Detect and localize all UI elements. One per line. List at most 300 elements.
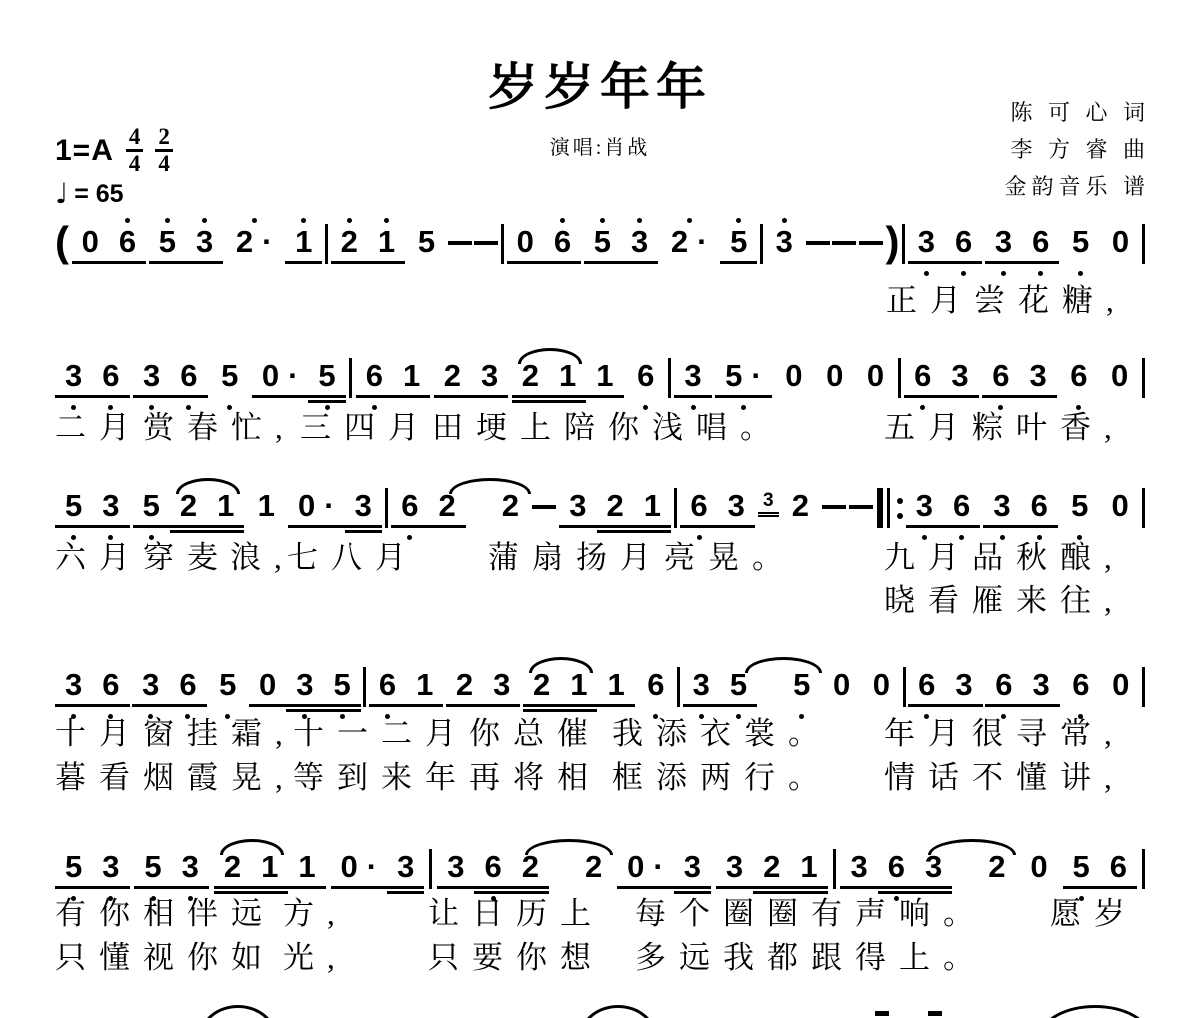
note-digit: 0 · [340, 849, 378, 884]
note-digit: 2 [438, 488, 456, 523]
beam-line [133, 395, 170, 398]
note-6 [878, 841, 915, 903]
octave-dot-below-slot [387, 894, 424, 903]
note-3 [906, 480, 943, 542]
beam-line [471, 395, 508, 398]
beam-line [982, 395, 1019, 398]
beam-line [149, 261, 186, 264]
note-digit: 0 [81, 224, 99, 259]
beam-line [249, 704, 286, 707]
lyrics-phrase: 七八月 [287, 540, 419, 575]
octave-dot-below-slot [1102, 269, 1139, 278]
beam-group [559, 480, 671, 542]
note-digit: 0 [785, 358, 803, 393]
note-5 [323, 659, 360, 721]
beam-line [252, 395, 309, 398]
augmentation-dot: · [262, 224, 273, 259]
note-5 [715, 350, 772, 412]
octave-dot-above-slot [226, 216, 283, 225]
beam-group [985, 216, 1060, 278]
music-line-1 [55, 216, 1145, 278]
beam-group [214, 841, 326, 903]
beam-line [288, 886, 325, 889]
note-digit: 5 [1071, 488, 1089, 523]
note-3 [55, 659, 92, 721]
note-digit: 3 [692, 667, 710, 702]
beam-line [406, 704, 443, 707]
note-digit: 5 [730, 224, 748, 259]
note-digit: 3 [684, 358, 702, 393]
note-digit: 5 [1072, 849, 1090, 884]
beam-line [718, 525, 755, 528]
beam-line [55, 886, 92, 889]
duration-dash [849, 505, 873, 509]
note-6 [544, 216, 581, 278]
beam-group [446, 659, 521, 721]
cutoff-slur-arc [1040, 1005, 1150, 1018]
note-digit: 3 [181, 849, 199, 884]
note-digit: 3 [296, 667, 314, 702]
duration-dash [474, 241, 498, 245]
note-2 [446, 659, 483, 721]
beam-line [758, 512, 779, 514]
repeat-thin-bar [887, 488, 890, 528]
beam-line [627, 395, 664, 398]
note-digit: 5 · [725, 358, 762, 393]
beam-line [680, 525, 717, 528]
note-0 [249, 659, 286, 721]
note-digit: 3 [493, 667, 511, 702]
lyrics-phrase: 五月粽叶香, [884, 410, 1125, 445]
note-digit: 6 [102, 358, 120, 393]
beam-line [132, 704, 169, 707]
lyrics-phrase: 每个圈圈有声响。 [635, 896, 987, 931]
beam-group [523, 659, 635, 721]
beam-line [766, 261, 803, 264]
beam-line [586, 395, 623, 398]
beam-line [621, 261, 658, 264]
augmentation-dot: · [366, 849, 378, 884]
note-digit: 3 [915, 488, 933, 523]
beam-line [512, 886, 549, 889]
note-digit: 3 [481, 358, 499, 393]
repeat-dot [897, 498, 903, 504]
barline [501, 224, 504, 264]
octave-dot [1078, 271, 1083, 276]
beam-line [92, 395, 129, 398]
quarter-note-icon: ♩ [55, 177, 69, 210]
lyrics-phrase: 等到来年再将相 [293, 760, 601, 795]
note-3 [387, 841, 424, 903]
lyrics-phrase: 愿岁 [1050, 896, 1138, 931]
note-digit: 6 [690, 488, 708, 523]
note-6 [627, 350, 664, 412]
note-3 [483, 659, 520, 721]
note-digit: 3 [951, 358, 969, 393]
note-0 [288, 480, 345, 542]
octave-dot-below-slot [368, 269, 405, 278]
beam-line [904, 395, 941, 398]
octave-dot-above-slot [617, 841, 674, 850]
note-2 [331, 216, 368, 278]
note-digit: 1 [257, 488, 275, 523]
note-digit: 5 [65, 488, 83, 523]
note-2 [597, 480, 634, 542]
note-digit: 3 [1032, 667, 1050, 702]
beam-line [387, 886, 424, 889]
octave-dot-below-slot [758, 517, 779, 526]
octave-dot-below-slot [507, 269, 544, 278]
beam-line [1060, 395, 1097, 398]
note-digit: 5 [1072, 224, 1090, 259]
note-digit: 6 [553, 224, 572, 259]
note-0 [816, 350, 853, 412]
note-1 [790, 841, 827, 903]
repeat-thick-bar [877, 488, 883, 528]
beam-line [637, 704, 674, 707]
note-5 [1061, 480, 1098, 542]
beam-group [55, 841, 130, 903]
note-digit: 3 [196, 224, 214, 259]
octave-dot-below-slot [428, 533, 465, 542]
note-digit: 2 · [235, 224, 273, 259]
note-3 [559, 480, 596, 542]
lyrics-phrase: 正月尝花糖, [886, 283, 1127, 318]
note-digit: 6 [1109, 849, 1128, 884]
octave-dot-below-slot [661, 269, 718, 278]
barline [363, 667, 366, 707]
note-0 [1020, 841, 1057, 903]
barline [674, 488, 677, 528]
octave-dot-above-slot [331, 841, 388, 850]
lyrics-phrase: 晓看雁来往, [884, 583, 1125, 618]
note-digit: 3 [569, 488, 587, 523]
octave-dot-above-slot [661, 216, 718, 225]
octave-dot-below-slot [186, 269, 223, 278]
beam-line [1102, 261, 1139, 264]
beam-line [369, 704, 406, 707]
note-6 [170, 350, 207, 412]
barline [1142, 667, 1145, 707]
note-digit: 6 [401, 488, 419, 523]
lyrics-phrase: 有你相伴远 [55, 896, 275, 931]
beam-line [915, 886, 952, 889]
note-3 [758, 482, 779, 526]
beam-group [985, 659, 1060, 721]
note-digit: 3 [142, 667, 160, 702]
barline [325, 224, 328, 264]
meter-numerator: 2 [155, 126, 173, 152]
beam-group [983, 480, 1058, 542]
note-6 [1021, 480, 1058, 542]
octave-dot [165, 218, 170, 223]
note-digit: 1 [607, 667, 625, 702]
octave-dot [961, 271, 966, 276]
duration-dash [448, 241, 472, 245]
beam-line [72, 261, 109, 264]
beam-line [1019, 395, 1056, 398]
note-0 [823, 659, 860, 721]
beam-line [356, 395, 393, 398]
repeat-dots [897, 498, 903, 519]
note-digit: 0 · [627, 849, 664, 884]
note-digit: 6 [118, 224, 137, 259]
composer-credit: 李 方 睿 曲 [1010, 137, 1150, 162]
note-digit: 1 [416, 667, 434, 702]
octave-dot-above-slot [288, 480, 345, 489]
octave-dot-below-slot [331, 269, 368, 278]
beam-line [134, 886, 171, 889]
note-digit: 0 [1111, 224, 1130, 259]
note-digit: 0 [1111, 358, 1129, 393]
octave-dot-below-slot [908, 269, 945, 278]
barline [668, 358, 671, 398]
beam-line [816, 395, 853, 398]
beam-line [393, 395, 430, 398]
beam-line [1101, 395, 1138, 398]
note-6 [637, 659, 674, 721]
barline [833, 849, 836, 889]
beam-line [1102, 525, 1139, 528]
beam-line [474, 886, 511, 889]
beam-line [207, 525, 244, 528]
music-line-2 [55, 350, 1145, 412]
beam-group [369, 659, 444, 721]
note-digit: 0 [258, 667, 277, 702]
key-tempo-block [55, 126, 173, 209]
note-digit: 1 [261, 849, 279, 884]
note-0 [1102, 480, 1139, 542]
note-digit: 5 [221, 358, 239, 393]
beam-line [1020, 886, 1057, 889]
note-3 [718, 480, 755, 542]
note-digit: 6 [102, 667, 120, 702]
note-digit: 3 [447, 849, 465, 884]
note-digit: 5 [417, 224, 436, 259]
octave-dot [782, 218, 787, 223]
beam-group [72, 216, 147, 278]
beam-group [908, 659, 983, 721]
lyrics-phrase: 暮看烟霞晃, [55, 760, 296, 795]
octave-dot [1001, 271, 1006, 276]
beam-line [823, 704, 860, 707]
note-5 [408, 216, 445, 278]
beam-line [617, 886, 674, 889]
note-6 [92, 659, 129, 721]
note-digit: 3 [683, 849, 701, 884]
note-digit: 3 [65, 667, 83, 702]
note-digit: 0 · [298, 488, 335, 523]
beam-group [149, 216, 224, 278]
note-digit: 6 [180, 358, 198, 393]
note-digit: 6 [995, 667, 1013, 702]
beam-line [428, 525, 465, 528]
note-5 [584, 216, 621, 278]
note-digit: 3 [924, 849, 943, 884]
beam-line [1063, 886, 1100, 889]
music-line-4 [55, 659, 1145, 721]
octave-dot [125, 218, 130, 223]
beam-group [356, 350, 431, 412]
note-3 [437, 841, 474, 903]
octave-dot [384, 218, 389, 223]
beam-line [368, 261, 405, 264]
lyrics-phrase: 三四月田埂上陪你浅唱。 [300, 410, 784, 445]
note-0 [617, 841, 674, 903]
note-6 [1062, 659, 1099, 721]
octave-dot [347, 218, 352, 223]
beam-line [878, 886, 915, 889]
note-3 [1022, 659, 1059, 721]
beam-line [226, 261, 283, 264]
time-signature-4-4 [126, 126, 144, 175]
note-1 [597, 659, 634, 721]
note-2 [753, 841, 790, 903]
octave-dot-above-slot [252, 350, 309, 359]
note-digit: 5 [144, 849, 162, 884]
beam-line [446, 704, 483, 707]
note-5 [133, 480, 170, 542]
octave-dot-above-slot [715, 350, 772, 359]
beam-line [790, 886, 827, 889]
note-6 [474, 841, 511, 903]
performer-label: 演唱:肖战 [549, 137, 651, 159]
note-digit: 6 [1030, 488, 1048, 523]
beam-line [55, 525, 92, 528]
barline [1142, 849, 1145, 889]
beam-line [211, 395, 248, 398]
barline [1142, 224, 1145, 264]
octave-dot [736, 218, 741, 223]
beam-line [1021, 525, 1058, 528]
beam-group [288, 480, 382, 542]
duration-dash [822, 505, 846, 509]
beam-line [908, 704, 945, 707]
note-2 [226, 216, 283, 278]
beam-group [55, 480, 130, 542]
note-5 [134, 841, 171, 903]
beam-line [720, 261, 757, 264]
transcriber-credit: 金韵音乐 谱 [1004, 174, 1150, 199]
note-digit: 3 [727, 488, 745, 523]
beam-group [584, 216, 659, 278]
note-6 [680, 480, 717, 542]
note-digit: 3 [993, 488, 1011, 523]
note-digit: 1 [643, 488, 662, 523]
slur-span [391, 480, 529, 542]
note-3 [132, 659, 169, 721]
note-1 [368, 216, 405, 278]
note-digit: 3 [102, 488, 120, 523]
beam-line [941, 395, 978, 398]
beam-line [186, 261, 223, 264]
note-digit: 1 [559, 358, 577, 393]
tempo-value: = 65 [74, 180, 124, 208]
note-digit: 3 [917, 224, 935, 259]
note-digit: 5 [593, 224, 612, 259]
parenthesis: ) [885, 218, 900, 265]
note-3 [55, 350, 92, 412]
beam-line [1102, 704, 1139, 707]
beam-line [483, 704, 520, 707]
lyrics-phrase: 浪, [230, 540, 295, 575]
note-2 [782, 480, 819, 542]
note-6 [945, 216, 982, 278]
beam-group [716, 841, 828, 903]
note-3 [621, 216, 658, 278]
note-digit: 0 [1111, 488, 1129, 523]
note-digit: 2 [501, 488, 519, 523]
note-6 [92, 350, 129, 412]
music-line-3 [55, 480, 1145, 542]
beam-line [674, 395, 711, 398]
cutoff-slur-arc [580, 1005, 656, 1018]
beam-group [133, 480, 245, 542]
note-6 [356, 350, 393, 412]
note-digit: 3 [850, 849, 868, 884]
note-6 [109, 216, 146, 278]
note-6 [1022, 216, 1059, 278]
beam-line [55, 395, 92, 398]
note-6 [982, 350, 1019, 412]
slur-span [437, 841, 612, 903]
note-digit: 6 [887, 849, 905, 884]
key-signature-row [55, 126, 173, 175]
beam-group [904, 350, 979, 412]
beam-line [674, 886, 711, 889]
note-digit: 2 [455, 667, 474, 702]
beam-group [134, 841, 209, 903]
lyrics-phrase: 框添两行。 [612, 760, 832, 795]
octave-dot [687, 218, 692, 223]
note-digit: 6 [914, 358, 932, 393]
note-digit: 6 [992, 358, 1010, 393]
note-digit: 2 [532, 667, 551, 702]
note-digit: 2 · [670, 224, 708, 259]
note-digit: 1 [402, 358, 421, 393]
cutoff-notation-mark [928, 1011, 942, 1016]
beam-line [214, 886, 251, 889]
note-digit: 5 [142, 488, 160, 523]
beam-line [597, 525, 634, 528]
beam-line [170, 525, 207, 528]
beam-line [906, 525, 943, 528]
note-digit: 3 [725, 849, 744, 884]
note-3 [985, 216, 1022, 278]
note-0 [775, 350, 812, 412]
note-3 [92, 480, 129, 542]
note-digit: 0 [826, 358, 844, 393]
note-6 [908, 659, 945, 721]
beam-line [345, 525, 382, 528]
parenthesis: ( [55, 218, 69, 265]
note-3 [345, 480, 382, 542]
beam-line [559, 525, 596, 528]
cutoff-slur-arc [200, 1005, 276, 1018]
barline [385, 488, 388, 528]
note-digit: 1 [570, 667, 588, 702]
beam-line [978, 886, 1015, 889]
time-signature-2-4 [155, 126, 173, 175]
tempo-row [55, 179, 173, 209]
note-digit: 6 [1070, 358, 1088, 393]
octave-dot-below-slot [149, 269, 186, 278]
note-0 [331, 841, 388, 903]
lyrics-phrase: 十月窗挂霜, [55, 716, 296, 751]
beam-group [617, 841, 711, 903]
barline [429, 849, 432, 889]
beam-line [597, 704, 634, 707]
